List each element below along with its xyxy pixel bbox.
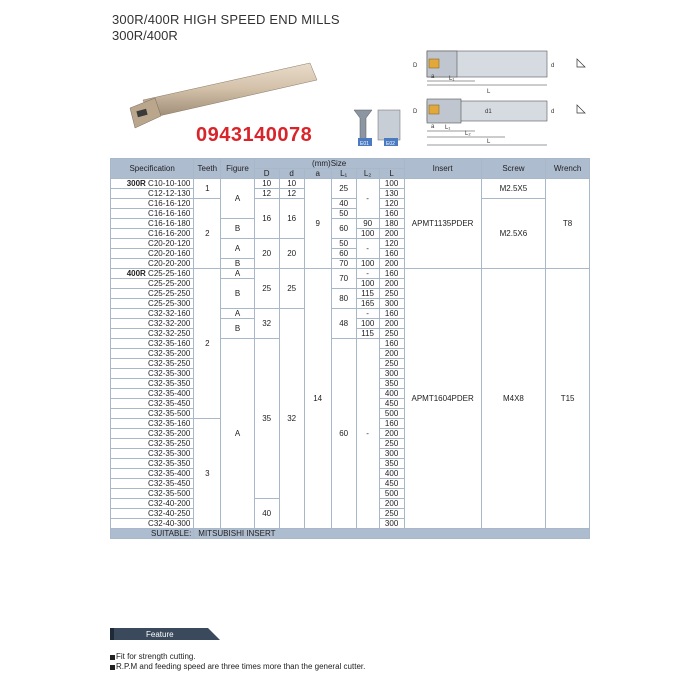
- L1-cell: 80: [331, 289, 356, 309]
- L-cell: 200: [379, 229, 404, 239]
- spec-cell: C12-12-130: [111, 189, 194, 199]
- wrench-cell: T15: [546, 269, 590, 529]
- spec-cell: C32-35-400: [111, 469, 194, 479]
- triangle-icon-2: [577, 105, 585, 113]
- L2-cell: -: [356, 309, 379, 319]
- spec-cell: C32-35-250: [111, 359, 194, 369]
- L-cell: 500: [379, 489, 404, 499]
- L1-cell: 25: [331, 179, 356, 199]
- L-cell: 300: [379, 519, 404, 529]
- L-cell: 160: [379, 209, 404, 219]
- L2-cell: 115: [356, 289, 379, 299]
- dim-Lb: L: [487, 139, 491, 145]
- screw-cell: M4X8: [481, 269, 546, 529]
- teeth-cell: 2: [194, 199, 221, 269]
- D-cell: 32: [254, 309, 279, 339]
- spec-cell: C20-20-120: [111, 239, 194, 249]
- spec-cell: C20-20-200: [111, 259, 194, 269]
- L2-cell: -: [356, 179, 379, 219]
- L1-cell: 60: [331, 339, 356, 529]
- figure-cell: A: [221, 239, 254, 259]
- note-item: [110, 652, 365, 662]
- L-cell: 350: [379, 459, 404, 469]
- insert-cell: APMT1604PDER: [404, 269, 481, 529]
- L2-cell: 90: [356, 219, 379, 229]
- note-text: R.P.M and feeding speed are three times more than the general cutter.: [116, 662, 366, 671]
- dim-a2: a: [431, 124, 435, 130]
- a-cell: 9: [304, 179, 331, 269]
- col-L1: L₁: [331, 169, 356, 179]
- col-figure: Figure: [221, 159, 254, 179]
- bullet-icon: [110, 665, 115, 670]
- L2-cell: -: [356, 269, 379, 279]
- L2-cell: 115: [356, 329, 379, 339]
- spec-cell: C32-35-200: [111, 349, 194, 359]
- dim-L: L: [487, 89, 491, 95]
- L2-cell: 100: [356, 229, 379, 239]
- spec-cell: C32-35-300: [111, 369, 194, 379]
- col-L: L: [379, 169, 404, 179]
- spec-table: [110, 158, 590, 539]
- L-cell: 160: [379, 269, 404, 279]
- spec-cell: C32-35-450: [111, 399, 194, 409]
- L2-cell: -: [356, 339, 379, 529]
- dim-d1: d1: [485, 109, 492, 115]
- suitable-value: MITSUBISHI INSERT: [194, 529, 590, 539]
- L-cell: 120: [379, 239, 404, 249]
- col-d: d: [279, 169, 304, 179]
- D-cell: 40: [254, 499, 279, 529]
- feature-banner: [110, 628, 220, 640]
- d-cell: 16: [279, 199, 304, 239]
- L-cell: 160: [379, 339, 404, 349]
- spec-cell: C20-20-160: [111, 249, 194, 259]
- spec-cell: C32-35-450: [111, 479, 194, 489]
- dim-L1b: L₁: [445, 125, 451, 131]
- spec-cell: C10-10-100: [148, 178, 191, 188]
- col-size: (mm)Size: [254, 159, 404, 169]
- L-cell: 250: [379, 329, 404, 339]
- L-cell: 450: [379, 479, 404, 489]
- feature-label: Feature: [146, 630, 174, 639]
- end-mill-photo: [125, 58, 325, 133]
- L1-cell: 40: [331, 199, 356, 209]
- L1-cell: 60: [331, 249, 356, 259]
- spec-cell: C32-32-200: [111, 319, 194, 329]
- d-cell: 25: [279, 269, 304, 309]
- L1-cell: 70: [331, 259, 356, 269]
- page-subtitle: 300R/400R: [112, 28, 178, 43]
- L-cell: 500: [379, 409, 404, 419]
- note-item: [110, 662, 365, 672]
- L-cell: 400: [379, 469, 404, 479]
- dim-D2: D: [413, 109, 418, 115]
- D-cell: 16: [254, 199, 279, 239]
- dim-d: d: [551, 63, 555, 69]
- triangle-icon: [577, 59, 585, 67]
- L2-cell: 165: [356, 299, 379, 309]
- spec-cell: C32-32-160: [111, 309, 194, 319]
- table-row: [111, 179, 590, 189]
- L-cell: 250: [379, 359, 404, 369]
- spec-cell: C32-40-300: [111, 519, 194, 529]
- L-cell: 200: [379, 349, 404, 359]
- spec-cell: C32-35-350: [111, 379, 194, 389]
- figure-cell: B: [221, 319, 254, 339]
- spec-cell: C32-35-160: [111, 339, 194, 349]
- spec-cell: C16-16-120: [111, 199, 194, 209]
- D-cell: 10: [254, 179, 279, 189]
- teeth-cell: 1: [194, 179, 221, 199]
- L-cell: 160: [379, 419, 404, 429]
- L1-cell: 60: [331, 219, 356, 239]
- L-cell: 120: [379, 199, 404, 209]
- teeth-cell: 3: [194, 419, 221, 529]
- spec-cell: C16-16-200: [111, 229, 194, 239]
- L-cell: 200: [379, 319, 404, 329]
- L-cell: 250: [379, 509, 404, 519]
- spec-cell: C32-35-350: [111, 459, 194, 469]
- suitable-label: SUITABLE:: [111, 529, 194, 539]
- figure-cell: B: [221, 279, 254, 309]
- L-cell: 130: [379, 189, 404, 199]
- L-cell: 250: [379, 289, 404, 299]
- spec-cell: C32-40-200: [111, 499, 194, 509]
- col-teeth: Teeth: [194, 159, 221, 179]
- spec-cell: C32-32-250: [111, 329, 194, 339]
- technical-drawing: [405, 45, 595, 155]
- insert-screw-icon: [350, 108, 408, 148]
- D-cell: 20: [254, 239, 279, 269]
- spec-cell: C25-25-160: [148, 268, 191, 278]
- insert-tag-e02: E02: [386, 141, 395, 147]
- col-a: a: [304, 169, 331, 179]
- L-cell: 250: [379, 439, 404, 449]
- screw-cell: M2.5X6: [481, 199, 546, 269]
- L-cell: 200: [379, 499, 404, 509]
- feature-notes: [110, 652, 365, 672]
- spec-cell: C32-35-500: [111, 489, 194, 499]
- dim-d2: d: [551, 109, 555, 115]
- teeth-cell: 2: [194, 269, 221, 419]
- dim-L1: L₁: [449, 76, 455, 82]
- L1-cell: 70: [331, 269, 356, 289]
- spec-cell: C25-25-200: [111, 279, 194, 289]
- table-row: [111, 269, 590, 279]
- page-title: 300R/400R HIGH SPEED END MILLS: [112, 12, 340, 27]
- insert-cell: APMT1135PDER: [404, 179, 481, 269]
- table-row: [111, 199, 590, 209]
- L-cell: 350: [379, 379, 404, 389]
- D-cell: 12: [254, 189, 279, 199]
- bullet-icon: [110, 655, 115, 660]
- insert-tag-e01: E01: [360, 141, 369, 147]
- spec-cell: C25-25-300: [111, 299, 194, 309]
- phone-number: 0943140078: [196, 124, 313, 146]
- col-insert: Insert: [404, 159, 481, 179]
- wrench-cell: T8: [546, 179, 590, 269]
- D-cell: 25: [254, 269, 279, 309]
- col-wrench: Wrench: [546, 159, 590, 179]
- L2-cell: 100: [356, 259, 379, 269]
- d-cell: 20: [279, 239, 304, 269]
- figure-cell: A: [221, 269, 254, 279]
- L-cell: 160: [379, 249, 404, 259]
- col-screw: Screw: [481, 159, 546, 179]
- spec-cell: C32-35-250: [111, 439, 194, 449]
- figure-cell: A: [221, 339, 254, 529]
- d-cell: 12: [279, 189, 304, 199]
- group-400r: 400R: [126, 268, 146, 278]
- L2-cell: 100: [356, 279, 379, 289]
- L2-cell: -: [356, 239, 379, 259]
- L-cell: 300: [379, 299, 404, 309]
- L-cell: 160: [379, 309, 404, 319]
- spec-cell: C32-35-300: [111, 449, 194, 459]
- col-specification: Specification: [111, 159, 194, 179]
- spec-cell: C32-35-400: [111, 389, 194, 399]
- note-text: Fit for strength cutting.: [116, 652, 196, 661]
- figure-cell: A: [221, 309, 254, 319]
- L-cell: 180: [379, 219, 404, 229]
- L-cell: 200: [379, 429, 404, 439]
- spec-cell: C16-16-180: [111, 219, 194, 229]
- suitable-row: [111, 529, 590, 539]
- L1-cell: 50: [331, 239, 356, 249]
- col-L2: L₂: [356, 169, 379, 179]
- a-cell: 14: [304, 269, 331, 529]
- figure-cell: B: [221, 259, 254, 269]
- L1-cell: 48: [331, 309, 356, 339]
- col-D: D: [254, 169, 279, 179]
- figure-cell: A: [221, 179, 254, 219]
- screw-cell: M2.5X5: [481, 179, 546, 199]
- spec-cell: C32-35-500: [111, 409, 194, 419]
- dim-D: D: [413, 63, 418, 69]
- L-cell: 100: [379, 179, 404, 189]
- D-cell: 35: [254, 339, 279, 499]
- spec-cell: C32-35-160: [111, 419, 194, 429]
- d-cell: 10: [279, 179, 304, 189]
- L-cell: 200: [379, 259, 404, 269]
- L1-cell: 50: [331, 209, 356, 219]
- L-cell: 200: [379, 279, 404, 289]
- L-cell: 400: [379, 389, 404, 399]
- spec-cell: C16-16-160: [111, 209, 194, 219]
- dim-a: a: [431, 74, 435, 80]
- spec-cell: C25-25-250: [111, 289, 194, 299]
- spec-cell: C32-35-200: [111, 429, 194, 439]
- group-300r: 300R: [126, 178, 146, 188]
- d-cell: 32: [279, 309, 304, 529]
- L-cell: 300: [379, 369, 404, 379]
- L2-cell: 100: [356, 319, 379, 329]
- L-cell: 450: [379, 399, 404, 409]
- dim-L2: L₂: [465, 131, 471, 137]
- spec-cell: C32-40-250: [111, 509, 194, 519]
- figure-cell: B: [221, 219, 254, 239]
- L-cell: 300: [379, 449, 404, 459]
